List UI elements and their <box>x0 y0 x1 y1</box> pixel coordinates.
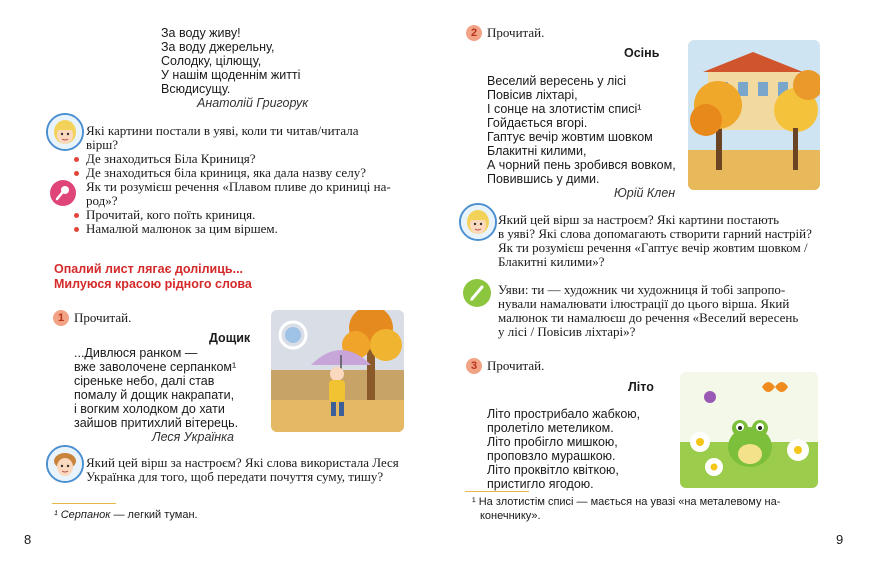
frog-illustration <box>680 372 818 488</box>
microphone-icon <box>50 180 76 206</box>
bullet-dot <box>74 227 79 232</box>
poem-line: Блакитні килими, <box>487 144 587 158</box>
footnote-line: конечнику». <box>480 510 541 522</box>
poem-line: помалу й дощик накрапати, <box>74 388 235 402</box>
poem-line: У нашім щоденнім житті <box>161 68 301 82</box>
task-instruction: Прочитай. <box>487 25 545 40</box>
poem-line: Повісив ліхтарі, <box>487 88 578 102</box>
question-text: у лісі / Повісив ліхтарі»? <box>498 324 636 339</box>
poem-author: Юрій Клен <box>614 186 676 200</box>
poem-title: Осінь <box>624 46 660 60</box>
question-text: малюнок ти намалюєш до речення «Веселий вересень <box>498 310 799 325</box>
poem-line: А чорний пень зробився вовком, <box>487 158 676 172</box>
bullet-dot <box>74 171 79 176</box>
poem-author: Анатолій Григорук <box>197 96 309 110</box>
poem-line: пристигло ягодою. <box>487 477 594 491</box>
question-text: в уяві? Які слова допомагають створити гарний настрій? <box>498 226 812 241</box>
question-text: Який цей вірш за настроєм? Які слова використала Леся <box>86 455 399 470</box>
girl-avatar <box>459 203 497 241</box>
poem-title: Літо <box>628 380 654 394</box>
footnote-term: ¹ Серпанок <box>54 509 111 521</box>
girl-avatar <box>46 113 84 151</box>
section-heading: Милуюся красою рідного слова <box>54 277 252 291</box>
poem-line: Веселий вересень у лісі <box>487 74 627 88</box>
poem-line: зайшов притихлий вітерець. <box>74 416 239 430</box>
poem-line: І сонце на злотистім списі¹ <box>487 102 642 116</box>
bullet-item: Де знаходиться Біла Криниця? <box>86 151 256 166</box>
page-number: 8 <box>24 532 32 547</box>
poem-line: проповзло мурашкою. <box>487 449 616 463</box>
bullet-item: Де знаходиться біла криниця, яка дала назву селу? <box>86 165 366 180</box>
question-text: вірш? <box>86 137 119 152</box>
question-text: Який цей вірш за настроєм? Які картини постають <box>498 212 780 227</box>
poem-line: Гойдається вгорі. <box>487 116 588 130</box>
poem-line: сіреньке небо, далі став <box>74 374 215 388</box>
poem-line: За воду джерельну, <box>161 40 275 54</box>
poem-author: Леся Українка <box>152 430 234 444</box>
footnote-text: — легкий туман. <box>110 509 198 521</box>
question-text: род»? <box>86 193 118 208</box>
footnote-rule <box>52 503 116 504</box>
poem-line: Літо проквітло квіткою, <box>487 463 619 477</box>
footnote <box>54 509 198 521</box>
bullet-dot <box>74 157 79 162</box>
page-number: 9 <box>836 532 844 547</box>
question-text: Блакитні килими»? <box>498 254 605 269</box>
footnote-rule <box>465 491 529 492</box>
question-text: Українка для того, щоб передати почуття суму, тишу? <box>86 469 384 484</box>
task-number-badge: 1 <box>53 310 69 326</box>
bullet-item: Намалюй малюнок за цим віршем. <box>86 221 278 236</box>
poem-line: Літо пробігло мишкою, <box>487 435 618 449</box>
poem-line: вже заволочене серпанком¹ <box>74 360 237 374</box>
poem-line: Повившись у дими. <box>487 172 600 186</box>
autumn-illustration <box>688 40 820 190</box>
question-text: Уяви: ти — художник чи художниця й тобі запропо- <box>498 282 786 297</box>
bullet-dot <box>74 213 79 218</box>
pencil-icon <box>463 279 491 307</box>
task-instruction: Прочитай. <box>74 310 132 325</box>
boy-avatar <box>46 445 84 483</box>
poem-line: Всюдисущу. <box>161 82 231 96</box>
poem-line: Літо прострибало жабкою, <box>487 407 641 421</box>
poem-line: ...Дивлюся ранком — <box>74 346 198 360</box>
bullet-item: Прочитай, кого поїть криниця. <box>86 207 256 222</box>
task-instruction: Прочитай. <box>487 358 545 373</box>
poem-line: Гаптує вечір жовтим шовком <box>487 130 653 144</box>
poem-line: і вогким холодком до хати <box>74 402 225 416</box>
question-text: Як ти розумієш речення «Гаптує вечір жовтим шовком / <box>498 240 808 255</box>
poem-line: За воду живу! <box>161 26 241 40</box>
footnote-line: ¹ На злотистім списі — мається на увазі «на металевому на- <box>472 496 781 508</box>
section-heading: Опалий лист лягає долілиць... <box>54 262 244 276</box>
rain-illustration <box>271 310 404 432</box>
question-text: нували намалювати ілюстрації до цього вірша. Який <box>498 296 790 311</box>
question-text: Які картини постали в уяві, коли ти читав/читала <box>86 123 359 138</box>
poem-line: пролетіло метеликом. <box>487 421 614 435</box>
task-number-badge: 2 <box>466 25 482 41</box>
poem-title: Дощик <box>209 331 251 345</box>
question-text: Як ти розумієш речення «Плавом пливе до криниці на- <box>86 179 391 194</box>
task-number-badge: 3 <box>466 358 482 374</box>
poem-line: Солодку, цілющу, <box>161 54 262 68</box>
